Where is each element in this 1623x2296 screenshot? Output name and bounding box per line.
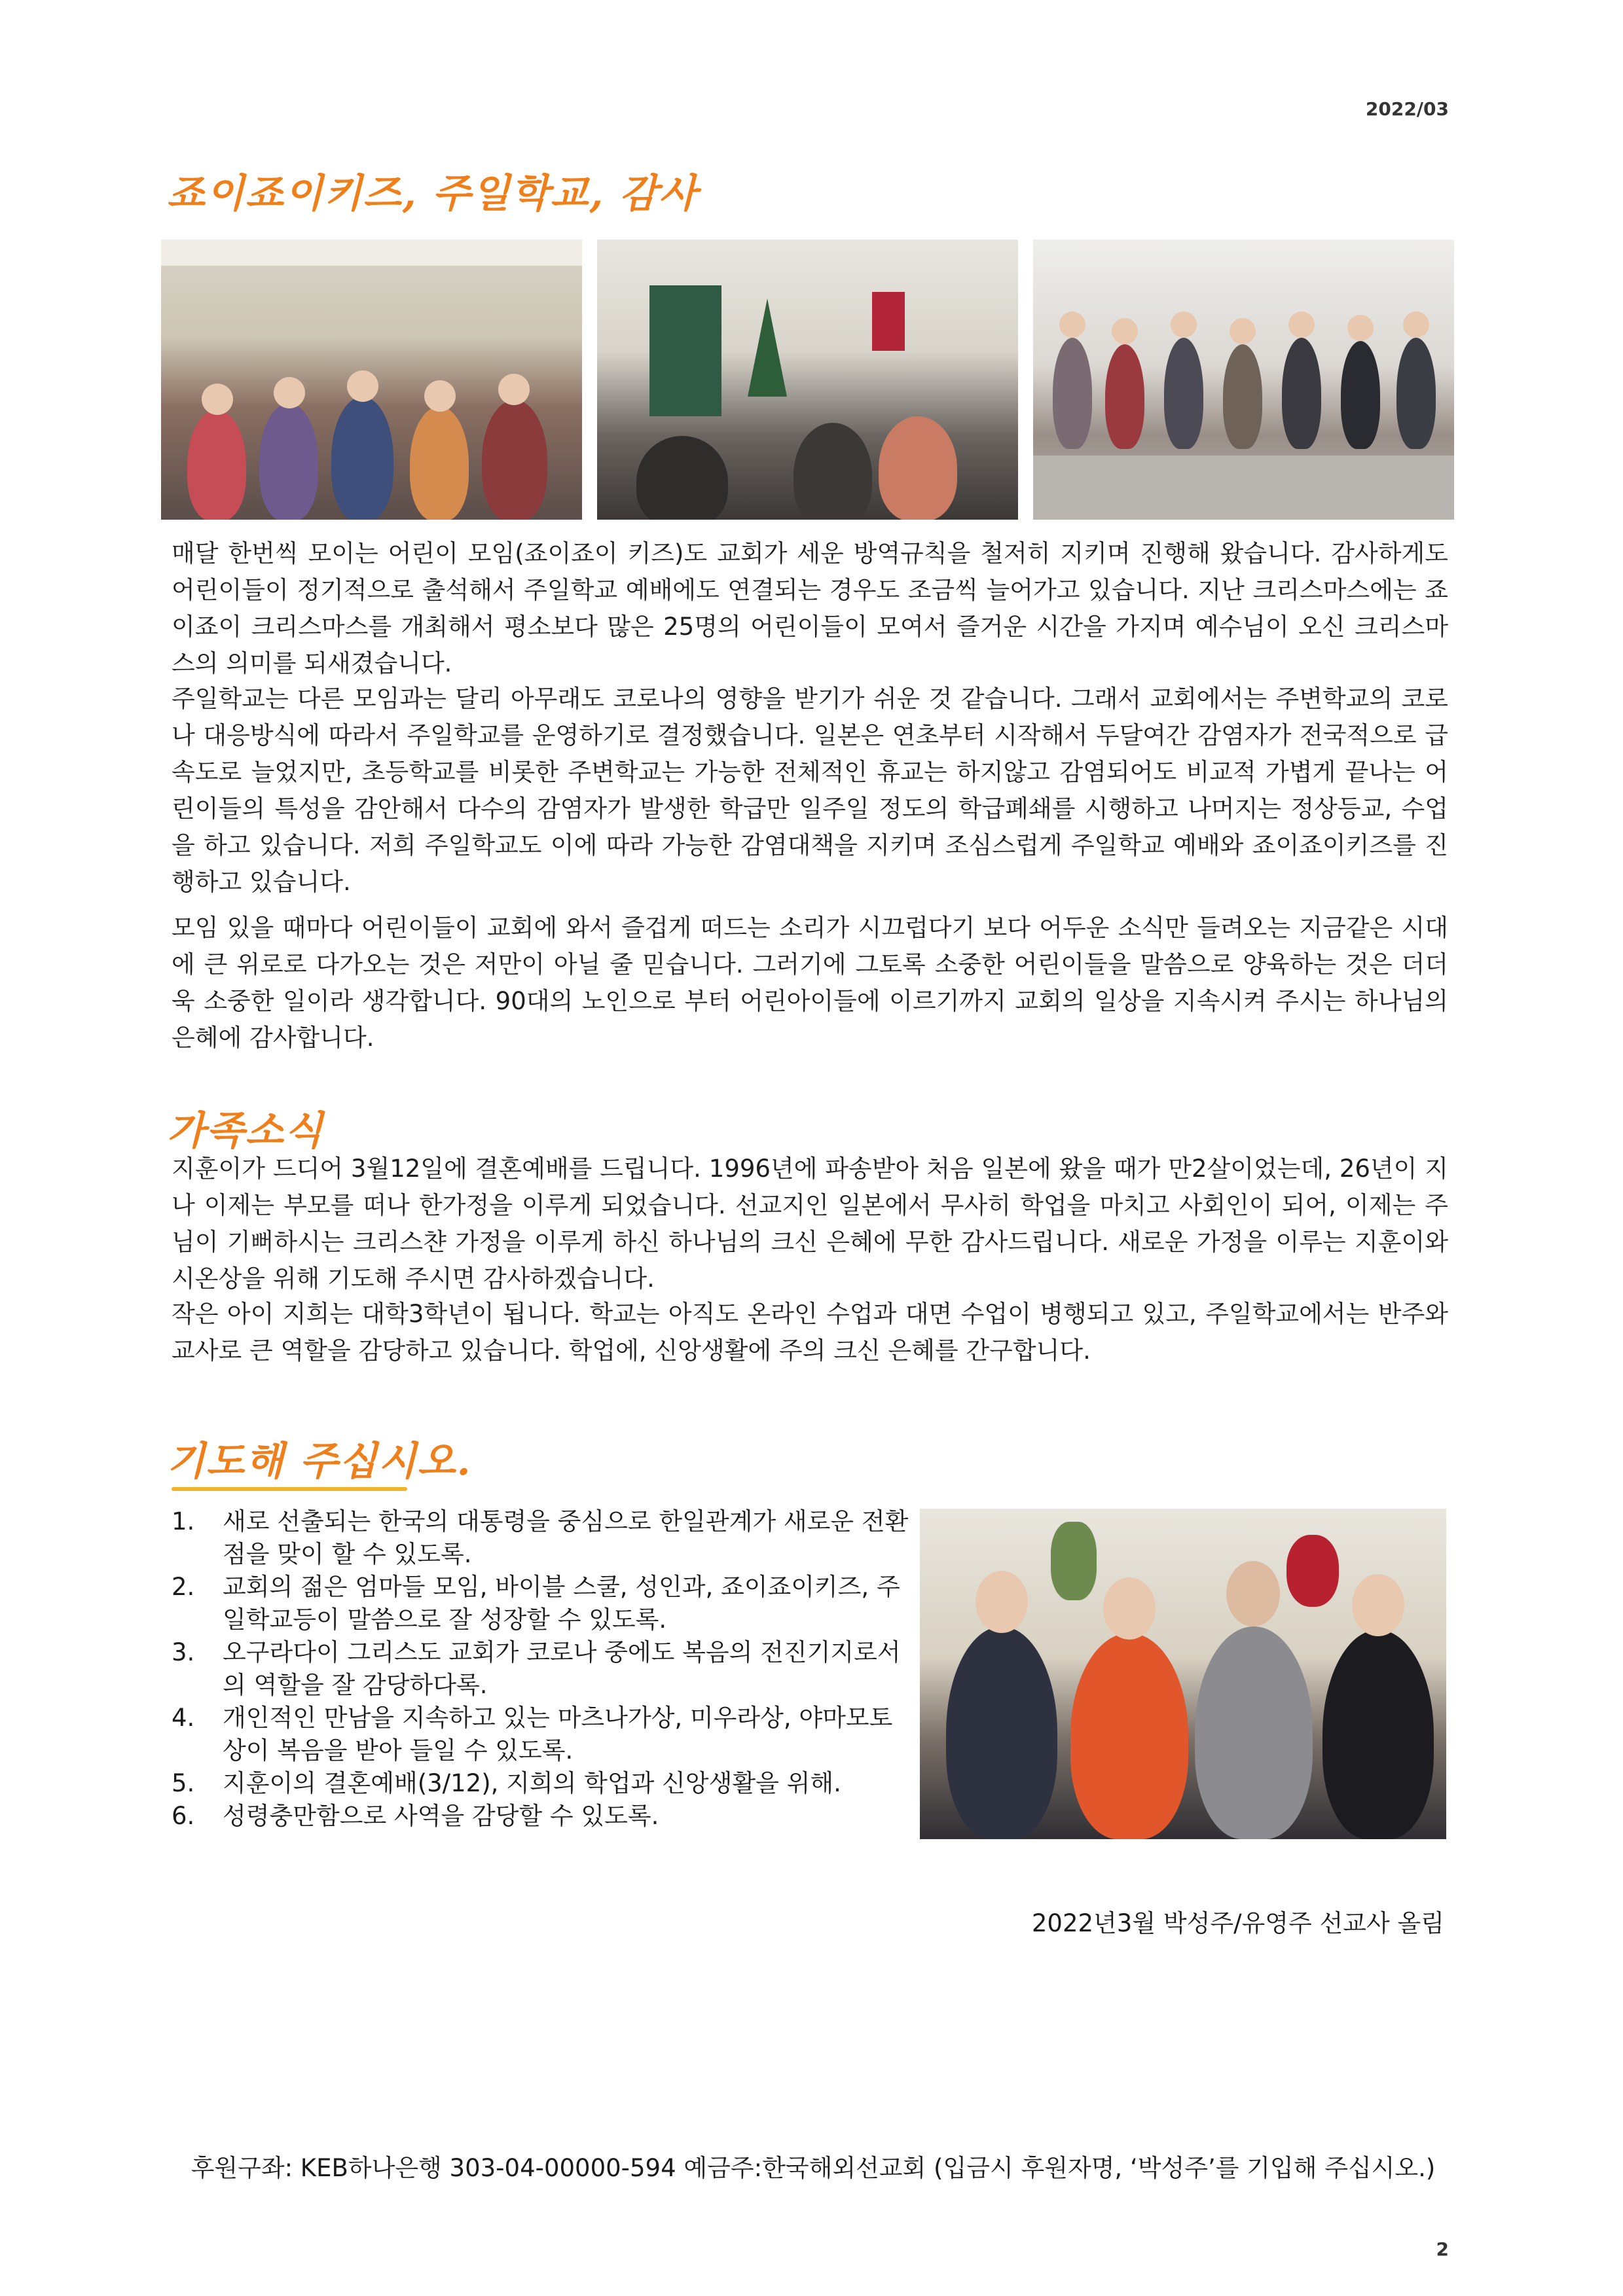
- list-item: [172, 1571, 911, 1636]
- item-text: 성령충만함으로 사역을 감당할 수 있도록.: [223, 1802, 659, 1830]
- title-underline: [172, 1487, 407, 1491]
- photo-family-portrait: [920, 1509, 1446, 1839]
- paragraph-text: 모임 있을 때마다 어린이들이 교회에 와서 즐겁게 떠드는 소리가 시끄럽다기 보다 어두운 소식만 들려오는 지금같은 시대에 큰 위로로 다가오는 것은 저만이 아닐 줄 믿습니다. 그러기에 그토록 소중한 어린이들을 말씀으로 양육하는 것은 더더욱 소중한 일이라 생각합니다. 90대의 노인으로 부터 어린아이들에 이르기까지 교회의 일상을 지속시켜 주시는 하나님의 은혜에 감사합니다.: [172, 914, 1448, 1052]
- item-number: 5.: [172, 1769, 195, 1797]
- item-number: 3.: [172, 1638, 195, 1666]
- family-paragraph-2: [172, 1296, 1448, 1369]
- list-item: [172, 1800, 911, 1833]
- paragraph-text: 주일학교는 다른 모임과는 달리 아무래도 코로나의 영향을 받기가 쉬운 것 같습니다. 그래서 교회에서는 주변학교의 코로나 대응방식에 따라서 주일학교를 운영하기로 결정했습니다. 일본은 연초부터 시작해서 두달여간 감염자가 전국적으로 급속도로 늘었지만, 초등학교를 비롯한 주변학교는 가능한 전체적인 휴교는 하지않고 감염되어도 비교적 가볍게 끝나는 어린이들의 특성을 감안해서 다수의 감염자가 발생한 학급만 일주일 정도의 학급폐쇄를 시행하고 나머지는 정상등교, 수업을 하고 있습니다. 저희 주일학교도 이에 따라 가능한 감염대책을 지키며 조심스럽게 주일학교 예배와 죠이죠이키즈를 진행하고 있습니다.: [172, 685, 1448, 896]
- kids-paragraph-2: [172, 681, 1448, 901]
- kids-paragraph-1: [172, 535, 1448, 682]
- item-text: 지훈이의 결혼예배(3/12), 지희의 학업과 신앙생활을 위해.: [223, 1769, 841, 1797]
- item-text: 교회의 젊은 엄마들 모임, 바이블 스쿨, 성인과, 죠이죠이키즈, 주일학교등이 말씀으로 잘 성장할 수 있도록.: [223, 1573, 900, 1634]
- item-number: 1.: [172, 1507, 195, 1535]
- family-paragraph-1: [172, 1151, 1448, 1297]
- donation-account: 후원구좌: KEB하나은행 303-04-00000-594 예금주:한국해외선교회 (입금시 후원자명, ‘박성주’를 기입해 주십시오.): [191, 2154, 1436, 2182]
- page-number: 2: [1436, 2238, 1449, 2260]
- photo-christmas-service: [597, 240, 1018, 520]
- item-text: 새로 선출되는 한국의 대통령을 중심으로 한일관계가 새로운 전환점을 맞이 할 수 있도록.: [223, 1507, 909, 1568]
- list-item: [172, 1505, 911, 1571]
- paragraph-text: 지훈이가 드디어 3월12일에 결혼예배를 드립니다. 1996년에 파송받아 처음 일본에 왔을 때가 만2살이었는데, 26년이 지나 이제는 부모를 떠나 한가정을 이루게 되었습니다. 선교지인 일본에서 무사히 학업을 마치고 사회인이 되어, 이제는 주님이 기뻐하시는 크리스챤 가정을 이루게 하신 하나님의 크신 은혜에 무한 감사드립니다. 새로운 가정을 이루는 지훈이와 시온상을 위해 기도해 주시면 감사하겠습니다.: [172, 1155, 1448, 1293]
- paragraph-text: 작은 아이 지희는 대학3학년이 됩니다. 학교는 아직도 온라인 수업과 대면 수업이 병행되고 있고, 주일학교에서는 반주와 교사로 큰 역할을 감당하고 있습니다. 학업에, 신앙생활에 주의 크신 은혜를 간구합니다.: [172, 1300, 1448, 1365]
- section-title-kids: 죠이죠이키즈, 주일학교, 감사: [167, 171, 699, 217]
- kids-paragraph-3: [172, 910, 1448, 1056]
- item-number: 6.: [172, 1802, 195, 1830]
- item-number: 4.: [172, 1704, 195, 1732]
- list-item: [172, 1636, 911, 1702]
- list-item: [172, 1767, 911, 1800]
- section-title-prayer: 기도해 주십시오.: [167, 1439, 472, 1484]
- item-text: 개인적인 만남을 지속하고 있는 마츠나가상, 미우라상, 야마모토상이 복음을 받아 들일 수 있도록.: [223, 1704, 893, 1765]
- prayer-list: [172, 1505, 911, 1833]
- item-number: 2.: [172, 1573, 195, 1601]
- item-text: 오구라다이 그리스도 교회가 코로나 중에도 복음의 전진기지로서의 역할을 잘 감당하다록.: [223, 1638, 901, 1699]
- section-title-family: 가족소식: [167, 1108, 324, 1154]
- signature: 2022년3월 박성주/유영주 선교사 올림: [1031, 1909, 1444, 1937]
- paragraph-text: 매달 한번씩 모이는 어린이 모임(죠이죠이 키즈)도 교회가 세운 방역규칙을 철저히 지키며 진행해 왔습니다. 감사하게도 어린이들이 정기적으로 출석해서 주일학교 예배에도 연결되는 경우도 조금씩 늘어가고 있습니다. 지난 크리스마스에는 죠이죠이 크리스마스를 개최해서 평소보다 많은 25명의 어린이들이 모여서 즐거운 시간을 가지며 예수님이 오신 크리스마스의 의미를 되새겼습니다.: [172, 539, 1449, 677]
- issue-date: 2022/03: [1365, 98, 1449, 120]
- list-item: [172, 1702, 911, 1767]
- photo-children-gathering: [161, 240, 582, 520]
- photo-congregation-group: [1033, 240, 1454, 520]
